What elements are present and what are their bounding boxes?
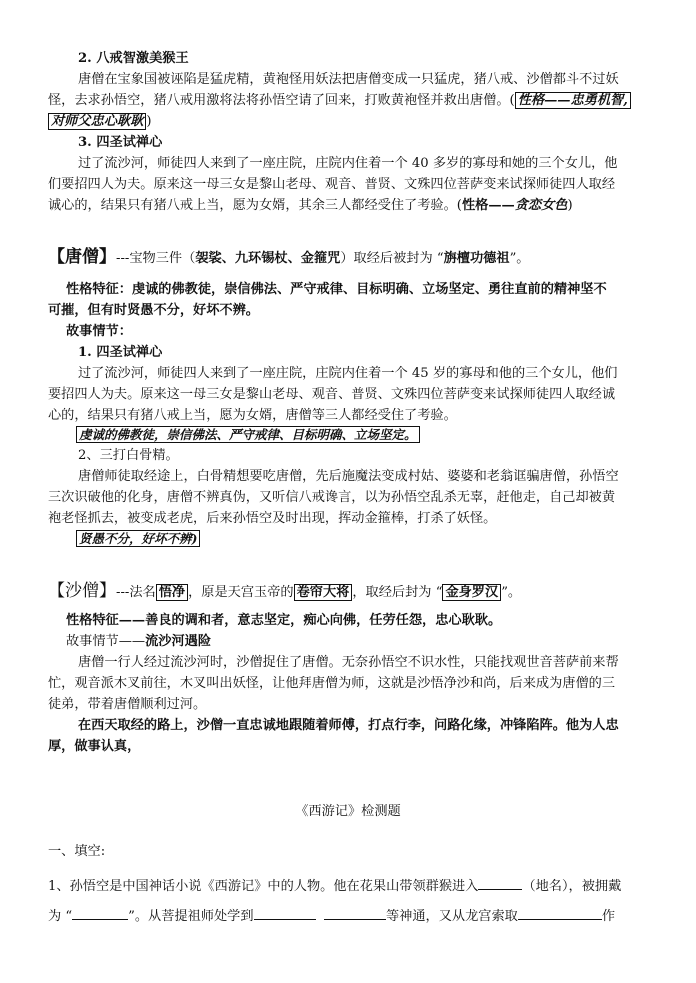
- sha-story-title: 流沙河遇险: [145, 634, 212, 649]
- sha-summary-line1: 在西天取经的路上，沙僧一直忠诚地跟随着师傅，打点行李，问路化缘，冲锋陷阵。他为人忠: [78, 718, 619, 733]
- tang-story1-note-row: [76, 426, 680, 445]
- tang-name: 【唐僧】: [48, 247, 116, 267]
- sha-final-title: 金身罗汉: [442, 584, 501, 601]
- quiz-q1-line2: 为 “ ”。从菩提祖师处学到 等神通，又从龙宫索取 作: [48, 906, 652, 926]
- tang-story2-line2: 三次识破他的化身，唐僧不辨真伪，又听信八戒谗言，以为孙悟空乱杀无辜，赶他走，自己却被黄: [48, 490, 616, 505]
- tang-story1-line1: 过了流沙河，师徒四人来到了一座庄院，庄院内住着一个 45 岁的寡母和他的三个女儿，他们: [78, 366, 618, 381]
- tang-header: 【唐僧】---宝物三件（袈裟、九环锡杖、金箍咒）取经后被封为 “旃檀功德祖”。: [48, 247, 530, 267]
- tang-story1-line3: 心的，结果只有猪八戒上当，愿为女婿，唐僧等三人都经受住了考验。: [48, 408, 457, 423]
- sha-original-title: 卷帘大将: [294, 584, 353, 601]
- tang-story2-title: 2、三打白骨精。: [78, 448, 179, 463]
- sha-story-line3: 徒弟，带着唐僧顺利过河。: [48, 697, 207, 712]
- sha-story-line2: 忙，观音派木叉前往，木叉叫出妖怪，让他拜唐僧为师，这就是沙悟净沙和尚，后来成为唐僧的三: [48, 676, 616, 691]
- tang-story2-note: 贤愚不分，好坏不辨): [76, 530, 200, 547]
- tang-story-label: 故事情节：: [66, 324, 132, 339]
- sha-header: 【沙僧】---法名 悟净 ，原是天宫玉帝的 卷帘大将 ，取经后封为 “ 金身罗汉 ”。: [48, 581, 522, 601]
- item3-paragraph-line3: 诚心的，结果只有猪八戒上当，愿为女婿，其余三人都经受住了考验。(性格——贪恋女色): [48, 198, 573, 213]
- tang-trait-line1: 性格特征：虔诚的佛教徒，崇信佛法、严守戒律、目标明确、立场坚定、勇往直前的精神坚不: [66, 282, 607, 297]
- sha-dharma-name: 悟净: [156, 584, 188, 601]
- tang-story1-line2: 要招四人为夫。原来这一母三女是黎山老母、观音、普贤、文殊四位菩萨变来试探师徒四人取经诚: [48, 387, 616, 402]
- sha-story-label-row: 故事情节——流沙河遇险: [66, 634, 212, 649]
- blank-weapon[interactable]: [518, 906, 602, 920]
- item2-paragraph-line2: 怪，去求孙悟空，猪八戒用激将法将孙悟空请了回来，打败黄袍怪并救出唐僧。( 性格——忠勇机智,: [48, 92, 652, 110]
- sha-trait: 性格特征——善良的调和者，意志坚定，痴心向佛，任劳任怨，忠心耿耿。: [66, 613, 502, 628]
- blank-skill-2[interactable]: [324, 906, 386, 920]
- sha-summary-line2: 厚，做事认真，: [48, 739, 141, 754]
- item2-paragraph-line1: 唐僧在宝象国被诬陷是猛虎精，黄袍怪用妖法把唐僧变成一只猛虎，猪八戒、沙僧都斗不过妖: [78, 72, 619, 87]
- tang-story1-title: 1. 四圣试禅心: [78, 345, 163, 360]
- tang-story1-note: 虔诚的佛教徒，崇信佛法、严守戒律、目标明确、立场坚定。: [76, 426, 420, 443]
- blank-title[interactable]: [72, 906, 128, 920]
- quiz-title: 《西游记》检测题: [295, 804, 401, 819]
- item3-paragraph-line1: 过了流沙河，师徒四人来到了一座庄院，庄院内住着一个 40 多岁的寡母和她的三个女儿，他: [78, 156, 618, 171]
- quiz-q1-line1: 1、孙悟空是中国神话小说《西游记》中的人物。他在花果山带领群猴进入 （地名），被拥戴: [48, 876, 652, 896]
- sha-story-line1: 唐僧一行人经过流沙河时，沙僧捉住了唐僧。无奈孙悟空不识水性，只能找观世音菩萨前来帮: [78, 655, 619, 670]
- quiz-section-label: 一、填空:: [48, 844, 106, 859]
- item2-paragraph-line3: 对师父忠心耿耿 ): [48, 113, 652, 131]
- tang-trait-line2: 可摧，但有时贤愚不分，好坏不辨。: [48, 303, 259, 318]
- item2-title: 2. 八戒智激美猴王: [78, 51, 189, 66]
- sha-name: 【沙僧】: [48, 581, 116, 601]
- tang-story2-line1: 唐僧师徒取经途上，白骨精想要吃唐僧，先后施魔法变成村姑、婆婆和老翁诓骗唐僧，孙悟空: [78, 469, 619, 484]
- item2-trait-box2: 对师父忠心耿耿: [48, 113, 146, 130]
- blank-skill-1[interactable]: [254, 906, 316, 920]
- tang-story2-note-row: [76, 530, 680, 549]
- tang-treasures: 袈裟、九环锡杖、金箍咒: [195, 251, 341, 266]
- tang-story2-line3: 袍老怪抓去，被变成老虎，后来孙悟空及时出现，挥动金箍棒，打杀了妖怪。: [48, 511, 497, 526]
- tang-title: 旃檀功德祖: [443, 251, 510, 266]
- item3-title: 3. 四圣试禅心: [78, 135, 163, 150]
- blank-place-name[interactable]: [478, 876, 522, 890]
- item2-trait-box1: 性格——忠勇机智,: [515, 92, 631, 109]
- item3-paragraph-line2: 们要招四人为夫。原来这一母三女是黎山老母、观音、普贤、文殊四位菩萨变来试探师徒四人取经: [48, 177, 616, 192]
- item3-trait: 贪恋女色: [514, 198, 568, 213]
